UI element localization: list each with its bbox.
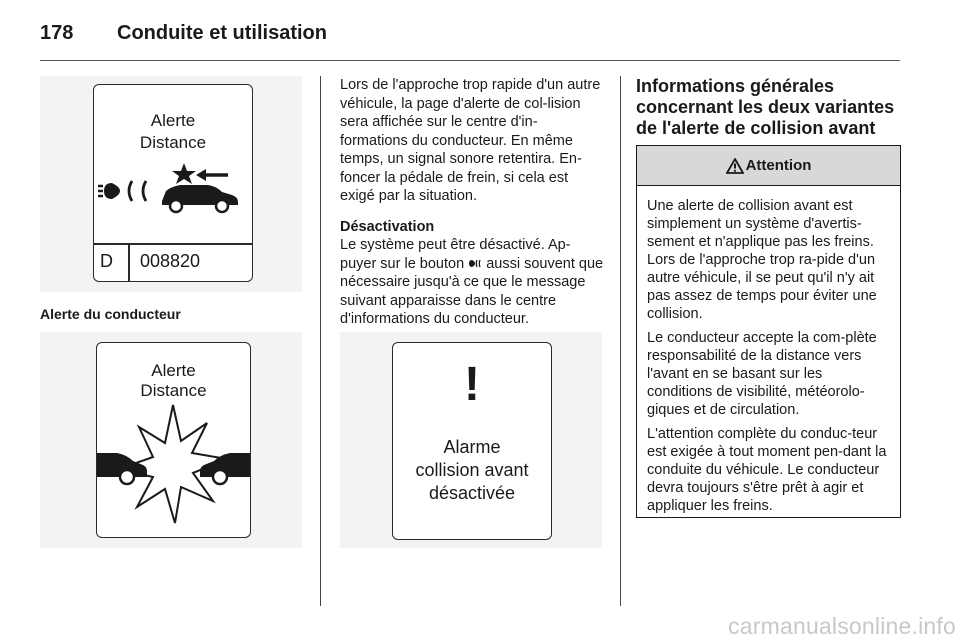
attention-title: Attention (745, 157, 812, 174)
gear-indicator: D (100, 251, 113, 271)
figure-alarm-deactivated-display (392, 342, 552, 540)
odometer-value: 008820 (140, 251, 201, 271)
column-divider-1 (320, 76, 321, 606)
deactivation-paragraph (340, 236, 605, 329)
figure-caption: Alerte du conducteur (40, 306, 181, 322)
attention-paragraph-2: Le conducteur accepte la com-plète responsabilité de la distance vers l'avant en se basant sur les conditions de visibilité, météorolo-giques et de circulation. (647, 330, 877, 418)
display-title-line1: Alerte (150, 111, 196, 130)
collision-warning-icon (96, 161, 252, 225)
attention-paragraph-1: Une alerte de collision avant est simplement un système d'avertis-sement et n'applique pas les freins. Lors de l'approche trop ra-pide d'un autre véhicule, il se peut qu'il n'y ait pas assez de temps pour éviter une collision. (647, 198, 877, 322)
display-title-line1: Alerte (151, 361, 196, 380)
display-line3: désactivée (428, 483, 516, 503)
deactivation-text-part2: aussi souvent que nécessaire jusqu'à ce que le message suivant apparaisse dans le centre d'informations du conducteur. (340, 255, 604, 327)
attention-header (637, 146, 900, 186)
attention-paragraph-3: L'attention complète du conduc-teur est exigée à tout moment pen-dant la conduite du véhicule. Le conducteur devra toujours s'être prêt à agir et appliquer les freins. (647, 426, 887, 514)
display-line2: collision avant (415, 460, 529, 480)
crash-icon (97, 403, 250, 533)
section-heading: Informations générales concernant les deux variantes de l'alerte de collision avant (636, 76, 895, 138)
watermark-text: carmanualsonline.info (728, 613, 956, 639)
attention-body (637, 186, 900, 515)
display-title-line2: Distance (139, 133, 207, 152)
gear-separator (128, 243, 130, 282)
attention-box (636, 145, 901, 518)
figure-alarm-deactivated-panel (340, 332, 602, 548)
figure-distance-alert-display (93, 84, 253, 282)
deactivation-text-part1: Le système peut être désactivé. Ap-puyer sur le bouton (340, 237, 571, 272)
chapter-title: Conduite et utilisation (117, 22, 327, 44)
column-2-text (340, 76, 605, 341)
figure-collision-alert-display (96, 342, 251, 538)
display-line1: Alarme (443, 437, 501, 457)
column-divider-2 (620, 76, 621, 606)
deactivation-heading: Désactivation (340, 218, 435, 235)
alert-description-paragraph: Lors de l'approche trop rapide d'un autre véhicule, la page d'alerte de col-lision sera affichée sur le centre d'in-formations du conducteur. En même temps, un signal sonore retentira. En-foncer la pédale de frein, si cela est exigé par la situation. (340, 77, 601, 204)
figure-collision-alert-panel (40, 332, 302, 548)
warning-triangle-icon (726, 158, 744, 174)
exclamation-icon: ! (464, 358, 480, 411)
collision-alert-button-icon (468, 258, 482, 269)
page-number: 178 (40, 22, 74, 44)
display-title-line2: Distance (140, 381, 207, 400)
figure-distance-alert-panel (40, 76, 302, 292)
header-rule (40, 60, 900, 61)
display-divider (94, 243, 252, 245)
